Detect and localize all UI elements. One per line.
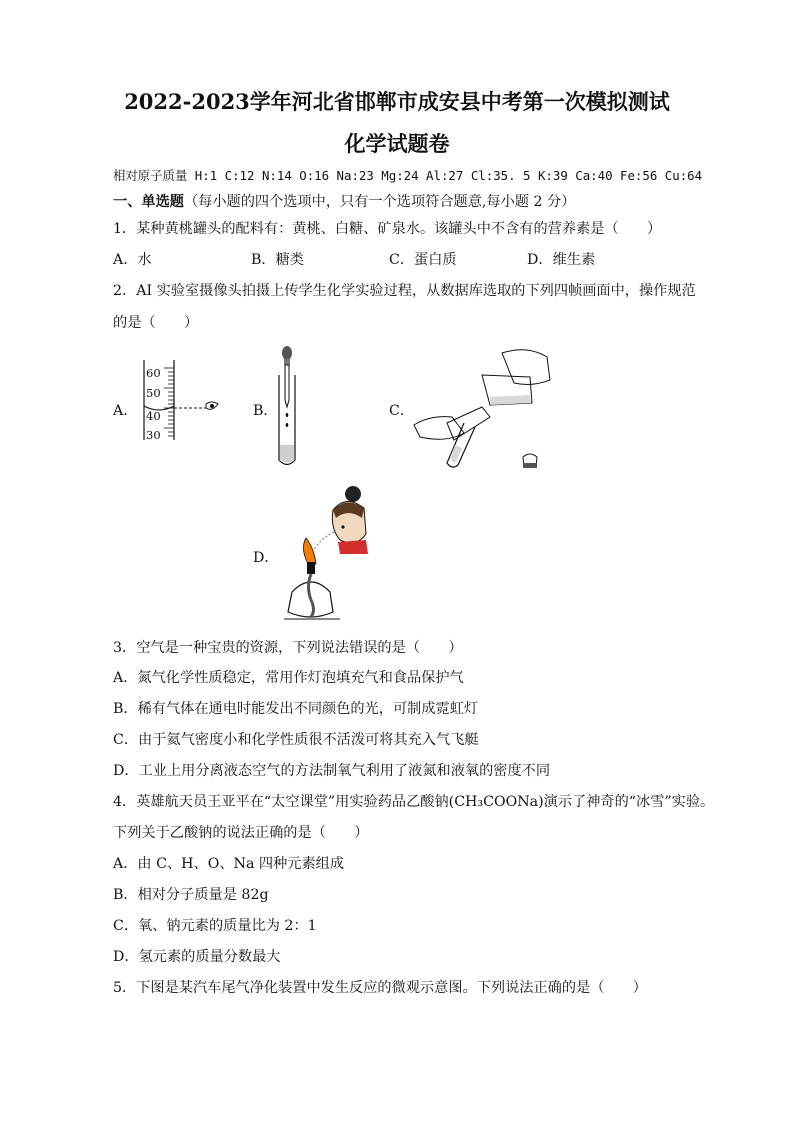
q2-label-c: C． [389, 403, 415, 419]
alcohol-lamp-figure [278, 482, 378, 622]
q3-option-a: A．氮气化学性质稳定，常用作灯泡填充气和食品保护气 [113, 670, 464, 686]
q3-option-c: C．由于氦气密度小和化学性质很不活泼可将其充入气飞艇 [113, 732, 479, 748]
cylinder-tick-50: 50 [146, 386, 161, 400]
atomic-mass-line: 相对原子质量 H:1 C:12 N:14 O:16 Na:23 Mg:24 Al:27 Cl:35. 5 K:39 Ca:40 Fe:56 Cu:64 [113, 168, 703, 183]
cylinder-tick-40: 40 [146, 409, 161, 423]
q5-stem: 5．下图是某汽车尾气净化装置中发生反应的微观示意图。下列说法正确的是（ ） [113, 980, 647, 996]
q1-option-c: C．蛋白质 [389, 252, 457, 268]
q3-option-b: B．稀有气体在通电时能发出不同颜色的光，可制成霓虹灯 [113, 701, 479, 717]
q4-option-c: C．氧、钠元素的质量比为 2：1 [113, 918, 317, 934]
q2-label-b: B． [253, 403, 278, 419]
q2-stem-line2: 的是（ ） [113, 315, 199, 331]
section-note: （每小题的四个选项中，只有一个选项符合题意,每小题 2 分） [183, 194, 576, 210]
exam-subtitle: 化学试题卷 [344, 131, 450, 156]
q4-stem-line2: 下列关于乙酸钠的说法正确的是（ ） [113, 825, 369, 841]
section-heading-line [113, 191, 575, 211]
q1-option-b: B．糖类 [251, 252, 304, 268]
cylinder-tick-30: 30 [146, 428, 161, 442]
dropper-test-tube-figure [270, 345, 310, 470]
q2-label-d: D． [253, 550, 279, 566]
pouring-liquid-figure [412, 345, 562, 470]
q4-option-b: B．相对分子质量是 82g [113, 887, 269, 903]
q1-option-a: A．水 [113, 252, 152, 268]
cylinder-tick-60: 60 [146, 366, 161, 380]
q1-option-d: D．维生素 [527, 252, 596, 268]
q3-stem: 3．空气是一种宝贵的资源，下列说法错误的是（ ） [113, 640, 463, 656]
q2-stem-line1: 2．AI 实验室摄像头拍摄上传学生化学实验过程，从数据库选取的下列四帧画面中，操作规范 [113, 283, 696, 299]
q4-option-a: A．由 C、H、O、Na 四种元素组成 [113, 856, 345, 872]
q4-option-d: D．氢元素的质量分数最大 [113, 949, 281, 965]
q4-stem-line1: 4．英雄航天员王亚平在“太空课堂”用实验药品乙酸钠(CH₃COONa)演示了神奇的“冰雪”实验。 [113, 794, 715, 810]
exam-title: 2022-2023学年河北省邯郸市成安县中考第一次模拟测试 [124, 89, 670, 114]
section-heading: 一、单选题 [113, 194, 184, 210]
q3-option-d: D．工业上用分离液态空气的方法制氧气利用了液氮和液氧的密度不同 [113, 763, 551, 779]
q2-label-a: A． [113, 403, 138, 419]
q1-stem: 1．某种黄桃罐头的配料有：黄桃、白糖、矿泉水。该罐头中不含有的营养素是（ ） [113, 221, 662, 237]
